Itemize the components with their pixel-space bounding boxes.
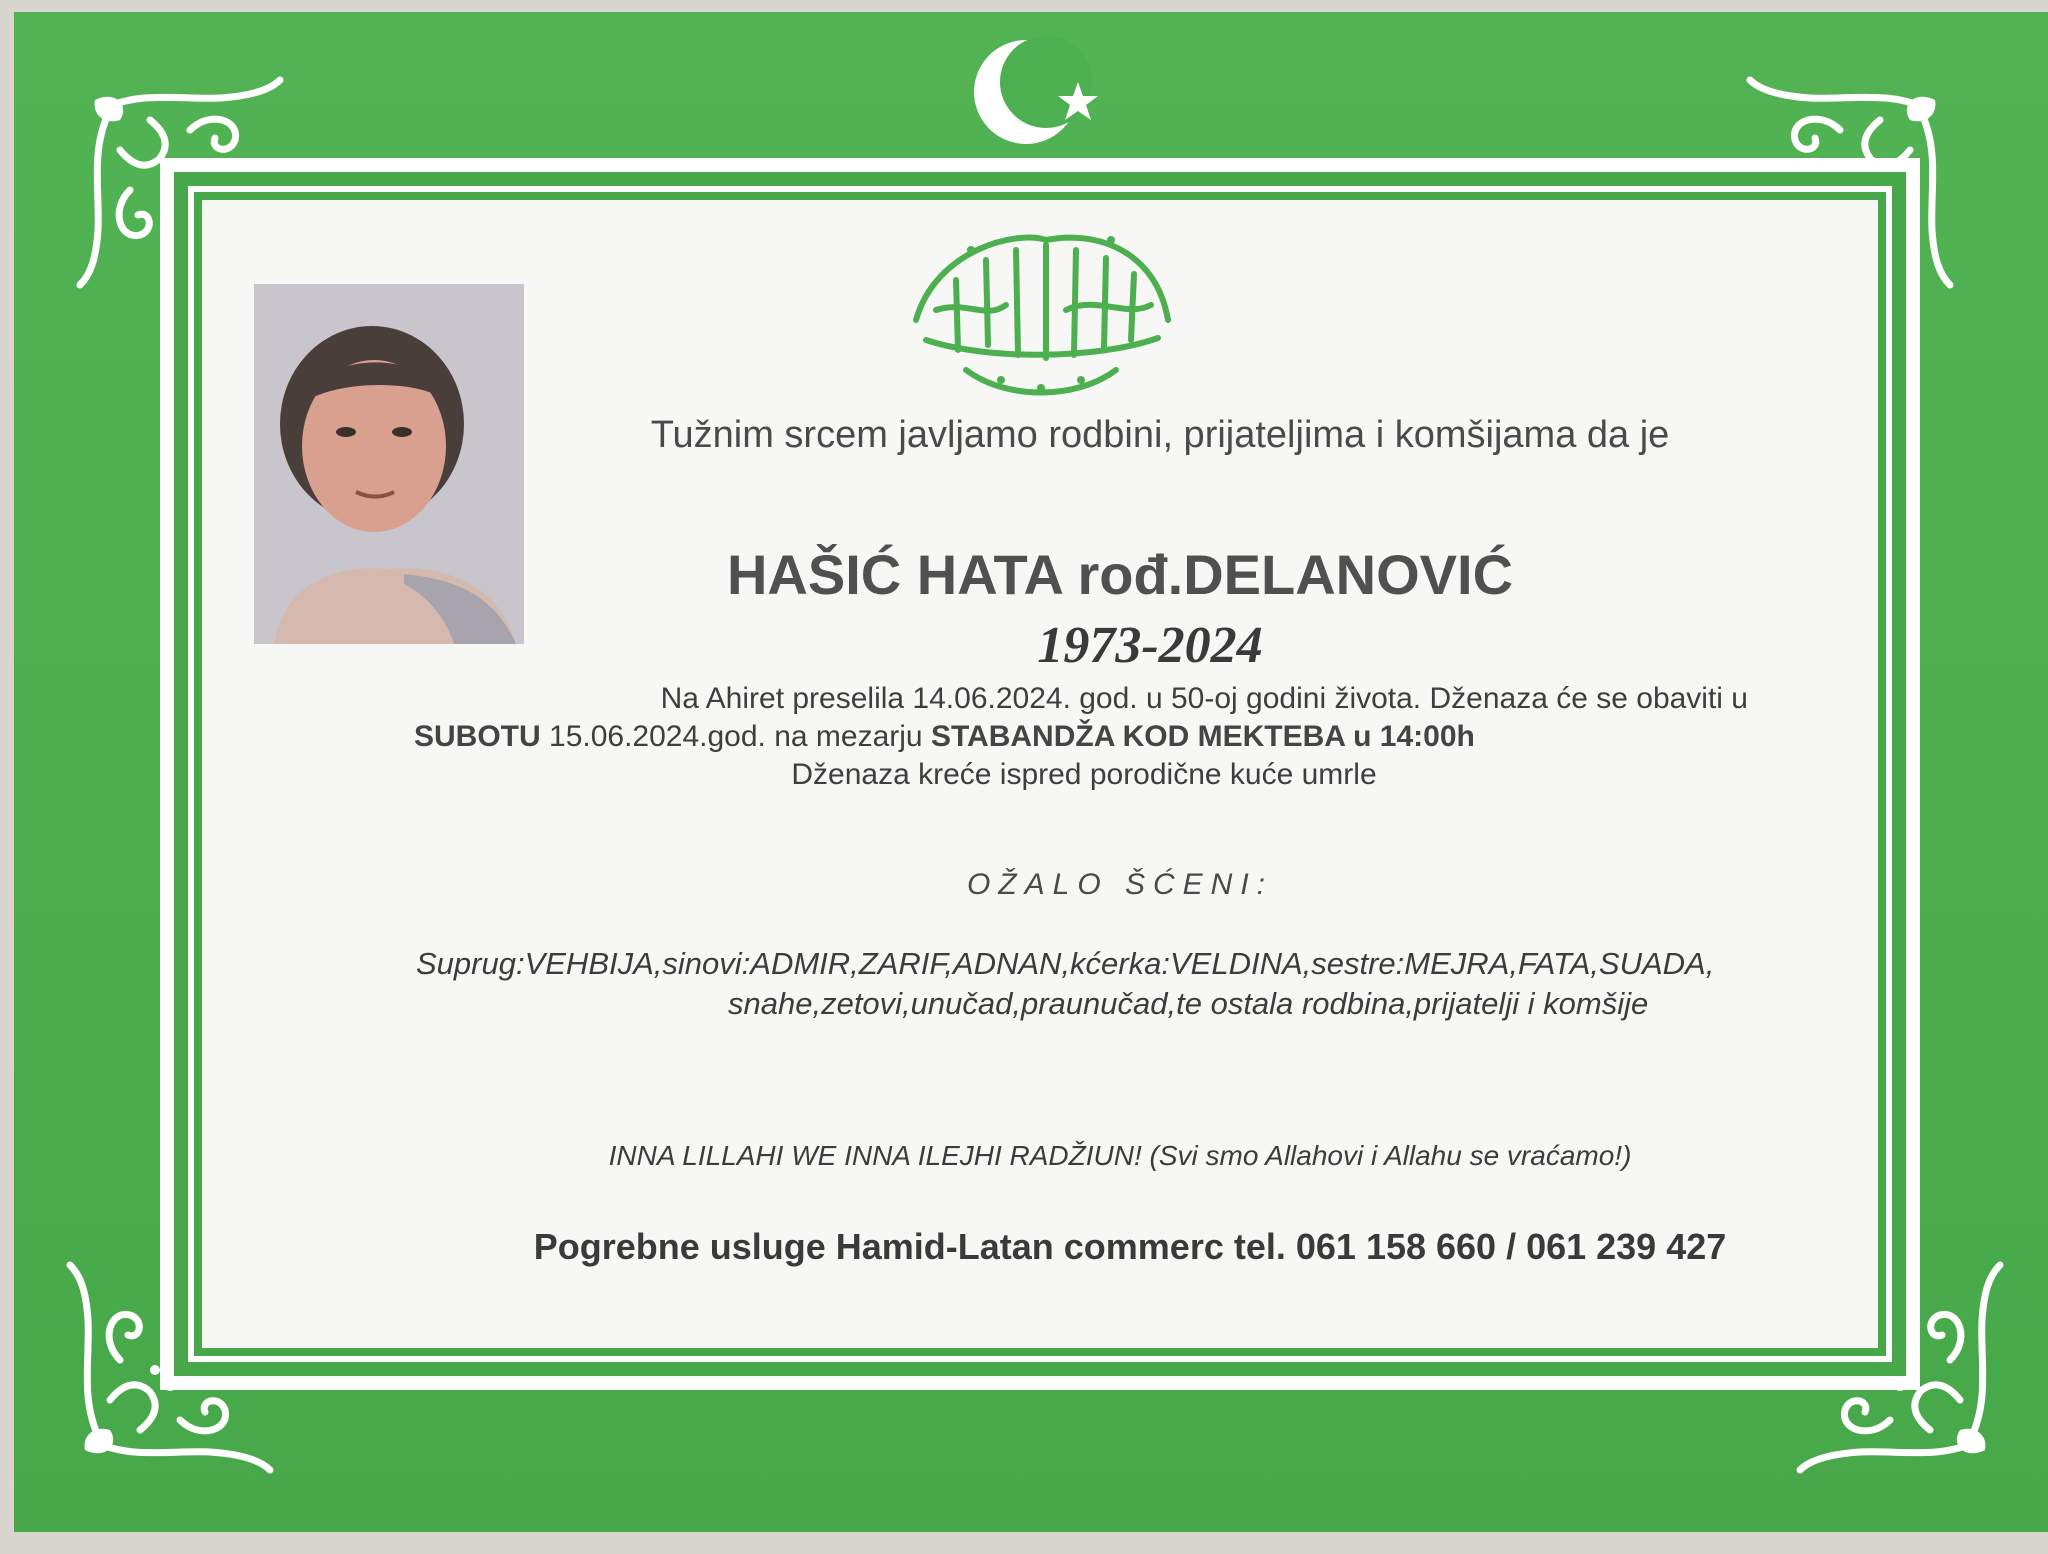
details-line-3: Dženaza kreće ispred porodične kuće umrle [791,758,1377,791]
mourners-line-1: Suprug:VEHBIJA,sinovi:ADMIR,ZARIF,ADNAN,kćerka:VELDINA,sestre:MEJRA,FATA,SUADA, [416,946,1715,981]
deceased-photo [254,284,524,644]
details-line-2 [414,718,1754,756]
mourners-list [416,944,1816,1024]
mourners-line-2: snahe,zetovi,unučad,praunučad,te ostala rodbina,prijatelji i komšije [728,986,1649,1021]
prayer-quote: INNA LILLAHI WE INNA ILEJHI RADŽIUN! (Svi smo Allahovi i Allahu se vraćamo!) [608,1140,1632,1171]
funeral-details [414,680,1754,794]
crescent-star-icon [958,30,1138,160]
mourners-heading: OŽALO ŠĆENI: [966,868,1274,901]
funeral-day: SUBOTU [414,720,541,753]
details-line-2-mid: 15.06.2024.god. na mezarju [540,720,931,753]
funeral-place: STABANDŽA KOD MEKTEBA u 14:00h [930,720,1475,753]
calligraphy-emblem [896,210,1186,410]
life-years: 1973-2024 [1037,617,1263,674]
deceased-name: HAŠIĆ HATA rođ.DELANOVIĆ [726,543,1514,606]
funeral-services-contact: Pogrebne usluge Hamid-Latan commerc tel. 061 158 660 / 061 239 427 [533,1226,1727,1267]
intro-text: Tužnim srcem javljamo rodbini, prijateljima i komšijama da je [650,414,1670,456]
details-line-1: Na Ahiret preselila 14.06.2024. god. u 50-oj godini života. Dženaza će se obaviti u [660,682,1748,715]
